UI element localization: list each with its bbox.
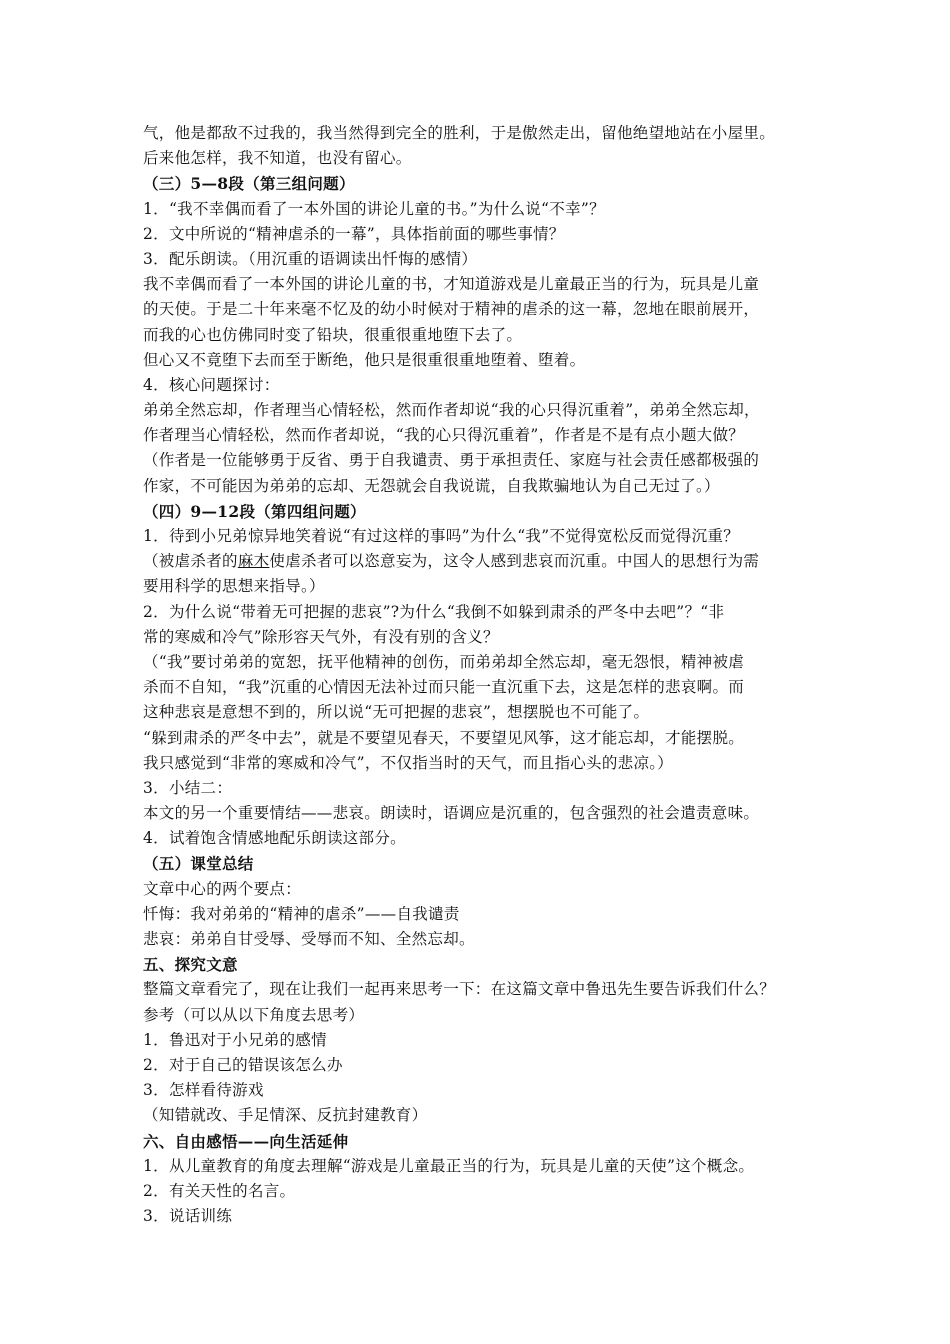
list-item: 2．对于自己的错误该怎么办 (143, 1055, 343, 1074)
document-page (143, 121, 823, 1229)
text-line: 常的寒威和冷气”除形容天气外，有没有别的含义？ (143, 627, 499, 646)
text-line: 弟弟全然忘却，作者理当心情轻松，然而作者却说“我的心只得沉重着”，弟弟全然忘却， (143, 401, 760, 420)
text-line: 作家，不可能因为弟弟的忘却、无怨就会自我说谎，自我欺骗地认为自己无过了。） (143, 476, 720, 495)
section-heading: （五）课堂总结 (143, 854, 254, 874)
text-line: 杀而不自知，“我”沉重的心情因无法补过而只能一直沉重下去，这是怎样的悲哀啊。而 (143, 678, 745, 697)
question-item: 4．试着饱含情感地配乐朗读这部分。 (143, 829, 406, 848)
question-item: 1．待到小兄弟惊异地笑着说“有过这样的事吗”为什么“我”不觉得宽松反而觉得沉重？ (143, 527, 740, 545)
text-line: 我只感觉到“非常的寒威和冷气”，不仅指当时的天气，而且指心头的悲凉。） (143, 753, 674, 772)
question-item: 3．配乐朗读。（用沉重的语调读出忏悔的感情） (143, 249, 478, 268)
list-item: 3．怎样看待游戏 (143, 1081, 264, 1100)
section-heading: （三）5—8段（第三组问题） (143, 174, 355, 194)
text-line: （知错就改、手足情深、反抗封建教育） (143, 1106, 428, 1125)
text-line: 气，他是都敌不过我的，我当然得到完全的胜利，于是傲然走出，留他绝望地站在小屋里。 (143, 124, 776, 142)
text-segment: 使虐杀者可以恣意妄为，这令人感到悲哀而沉重。中国人的思想行为需 (269, 552, 760, 571)
question-item: 4．核心问题探讨： (143, 375, 280, 394)
text-line: 作者理当心情轻松，然而作者却说，“我的心只得沉重着”，作者是不是有点小题大做？ (143, 426, 745, 445)
question-item: 1．“我不幸偶而看了一本外国的讲论儿童的书。”为什么说“不幸”？ (143, 199, 605, 218)
text-line: 整篇文章看完了，现在让我们一起再来思考一下：在这篇文章中鲁迅先生要告诉我们什么？ (143, 980, 776, 999)
text-line (143, 549, 823, 574)
text-line: “躲到肃杀的严冬中去”，就是不要望见春天，不要望见风筝，这才能忘却，才能摆脱。 (143, 728, 745, 747)
list-item: 1．鲁迅对于小兄弟的感情 (143, 1030, 327, 1049)
text-line: 忏悔：我对弟弟的“精神的虐杀”——自我谴责 (143, 904, 460, 923)
section-heading: 五、探究文意 (143, 955, 238, 975)
section-heading: （四）9—12段（第四组问题） (143, 501, 366, 521)
text-line: 的天使。于是二十年来毫不忆及的幼小时候对于精神的虐杀的这一幕，忽地在眼前展开， (143, 300, 760, 319)
text-line: 悲哀：弟弟自甘受辱、受辱而不知、全然忘却。 (143, 930, 475, 948)
text-line: 而我的心也仿佛同时变了铅块，很重很重地堕下去了。 (143, 325, 523, 344)
text-line: 但心又不竟堕下去而至于断绝，他只是很重很重地堕着、堕着。 (143, 350, 586, 369)
list-item: 2．有关天性的名言。 (143, 1181, 296, 1200)
question-item: 3．小结二： (143, 778, 233, 797)
text-line: 文章中心的两个要点： (143, 879, 302, 898)
question-item: 2．文中所说的“精神虐杀的一幕”，具体指前面的哪些事情？ (143, 224, 565, 243)
text-line: 我不幸偶而看了一本外国的讲论儿童的书，才知道游戏是儿童最正当的行为，玩具是儿童 (143, 275, 760, 294)
underlined-term: 麻木 (237, 552, 270, 571)
text-line: （作者是一位能够勇于反省、勇于自我谴责、勇于承担责任、家庭与社会责任感都极强的 (143, 451, 760, 470)
section-heading: 六、自由感悟——向生活延伸 (143, 1131, 349, 1151)
text-line: 参考（可以从以下角度去思考） (143, 1005, 365, 1024)
text-line: 后来他怎样，我不知道，也没有留心。 (143, 149, 412, 168)
text-line: 要用科学的思想来指导。） (143, 577, 325, 596)
list-item: 3．说话训练 (143, 1207, 233, 1226)
text-line: （“我”要讨弟弟的宽恕，抚平他精神的创伤，而弟弟却全然忘却，毫无怨恨，精神被虐 (143, 652, 745, 671)
text-line: 本文的另一个重要情结——悲哀。朗读时，语调应是沉重的，包含强烈的社会遣责意味。 (143, 804, 760, 823)
list-item: 1．从儿童教育的角度去理解“游戏是儿童最正当的行为，玩具是儿童的天使”这个概念。 (143, 1156, 755, 1175)
text-segment: （被虐杀者的 (143, 552, 238, 571)
question-item: 2．为什么说“带着无可把握的悲哀”?为什么“我倒不如躲到肃杀的严冬中去吧”？“非 (143, 602, 725, 621)
text-line: 这种悲哀是意想不到的，所以说“无可把握的悲哀”，想摆脱也不可能了。 (143, 703, 650, 722)
